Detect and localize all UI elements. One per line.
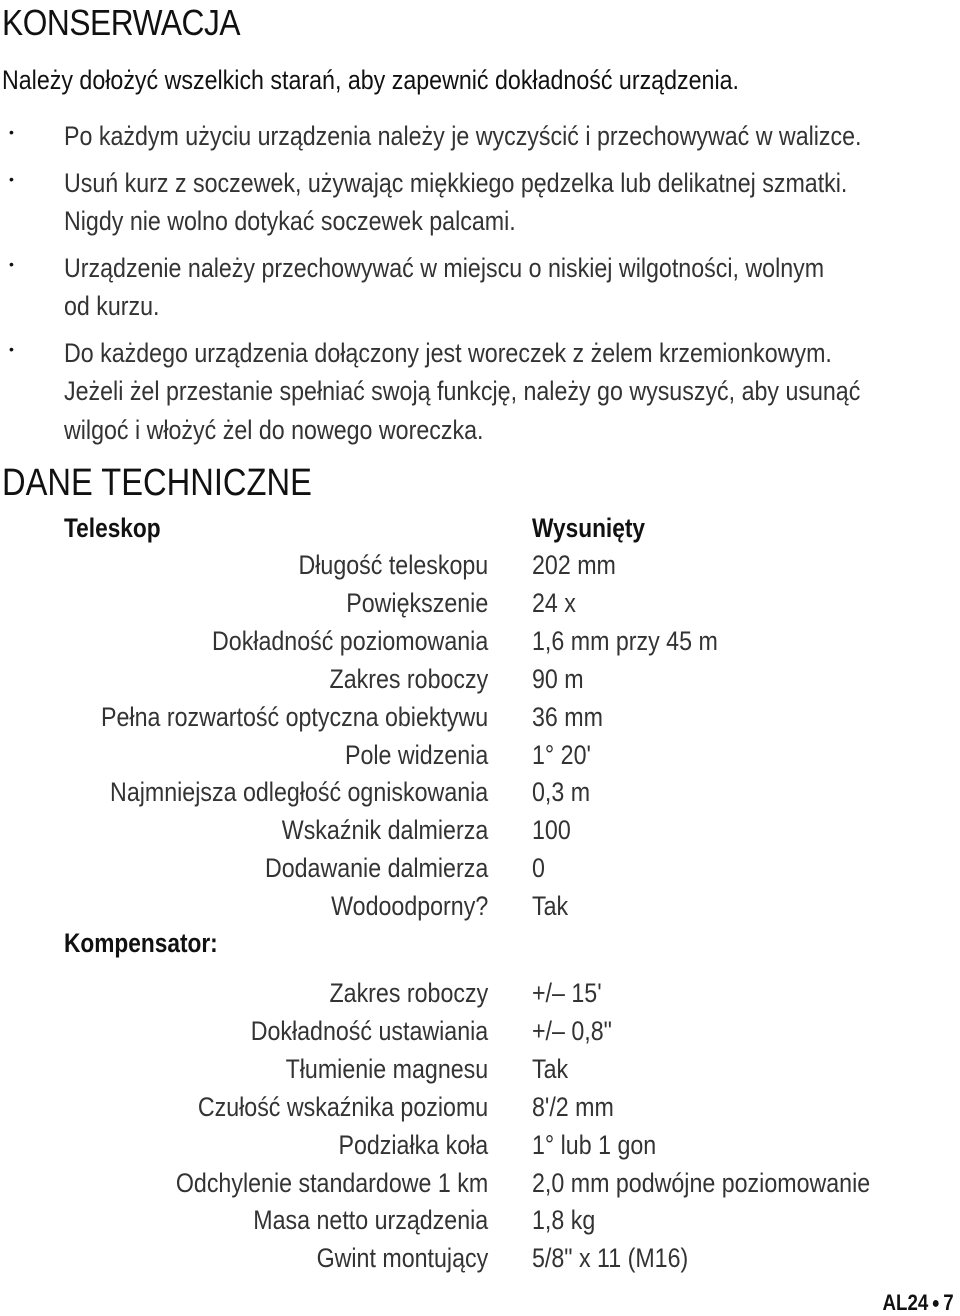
- spec-value: 0,3 m: [532, 777, 591, 808]
- spec-label: Pełna rozwartość optyczna obiektywu: [100, 701, 488, 732]
- spec-value: 1° lub 1 gon: [532, 1129, 657, 1160]
- bullet-dot-icon: •: [9, 170, 14, 187]
- spec-value: 1° 20': [532, 739, 591, 770]
- spec-label: Powiększenie: [346, 587, 488, 618]
- spec-label: Dokładność ustawiania: [250, 1015, 488, 1046]
- telescope-heading: Teleskop: [64, 513, 161, 543]
- conservation-intro: Należy dołożyć wszelkich starań, aby zapewnić dokładność urządzenia.: [2, 65, 739, 95]
- bullet-text-line: Usuń kurz z soczewek, używając miękkiego pędzelka lub delikatnej szmatki.: [64, 167, 848, 198]
- spec-label: Dodawanie dalmierza: [264, 853, 488, 884]
- bullet-text-line: od kurzu.: [64, 291, 160, 321]
- spec-label: Zakres roboczy: [329, 978, 488, 1008]
- footer-page-number: 7: [943, 1290, 954, 1315]
- extended-column-heading: Wysunięty: [532, 513, 646, 543]
- compensator-spec-labels: [125, 975, 488, 1278]
- spec-label: Podziałka koła: [338, 1129, 488, 1160]
- specs-heading: DANE TECHNICZNE: [2, 462, 312, 504]
- compensator-heading: Kompensator:: [64, 928, 218, 958]
- bullet-dot-icon: •: [9, 255, 14, 272]
- spec-label: Czułość wskaźnika poziomu: [197, 1091, 489, 1122]
- spec-label: Gwint montujący: [316, 1243, 488, 1274]
- spec-value: 90 m: [532, 663, 584, 694]
- conservation-bullet-list: [0, 117, 960, 457]
- spec-value: 1,8 kg: [532, 1205, 596, 1236]
- bullet-text: [64, 117, 862, 156]
- spec-label: Wodoodporny?: [330, 891, 488, 922]
- spec-value: Tak: [532, 891, 569, 922]
- spec-label: Masa netto urządzenia: [253, 1205, 488, 1236]
- bullet-item: [0, 117, 960, 156]
- spec-value: 0: [532, 853, 545, 884]
- conservation-heading: KONSERWACJA: [2, 2, 241, 43]
- bullet-text-line: Do każdego urządzenia dołączony jest woreczek z żelem krzemionkowym.: [64, 337, 832, 368]
- bullet-item: [0, 249, 960, 326]
- telescope-spec-labels: [38, 547, 488, 926]
- bullet-text-line: Po każdym użyciu urządzenia należy je wyczyścić i przechowywać w walizce.: [64, 121, 862, 151]
- spec-value: 36 mm: [532, 701, 603, 732]
- spec-value: 2,0 mm podwójne poziomowanie: [532, 1167, 871, 1198]
- bullet-text: [64, 164, 848, 241]
- bullet-dot-icon: •: [9, 124, 14, 140]
- spec-value: +/– 15': [532, 978, 602, 1008]
- spec-label: Wskaźnik dalmierza: [281, 815, 488, 846]
- spec-value: 24 x: [532, 587, 576, 618]
- spec-label: Długość teleskopu: [298, 550, 488, 580]
- bullet-item: [0, 164, 960, 241]
- spec-label: Zakres roboczy: [329, 663, 488, 694]
- spec-label: Tłumienie magnesu: [285, 1053, 488, 1084]
- spec-value: Tak: [532, 1053, 569, 1084]
- bullet-item: [0, 334, 960, 450]
- bullet-text: [64, 334, 861, 450]
- bullet-text-line: wilgoć i włożyć żel do nowego woreczka.: [64, 414, 484, 445]
- footer-separator-icon: ●: [931, 1295, 941, 1312]
- bullet-text: [64, 249, 835, 326]
- spec-value: 8'/2 mm: [532, 1091, 614, 1122]
- telescope-spec-values: [532, 547, 748, 926]
- spec-value: 202 mm: [532, 550, 616, 580]
- bullet-text-line: Jeżeli żel przestanie spełniać swoją funkcję, należy go wysuszyć, aby usunąć: [64, 376, 861, 406]
- page-footer: [883, 1291, 954, 1316]
- spec-label: Odchylenie standardowe 1 km: [175, 1167, 488, 1198]
- bullet-text-line: Nigdy nie wolno dotykać soczewek palcami.: [64, 206, 516, 236]
- bullet-text-line: Urządzenie należy przechowywać w miejscu o niskiej wilgotności, wolnym: [64, 252, 825, 283]
- spec-value: +/– 0,8": [532, 1015, 612, 1046]
- spec-value: 5/8" x 11 (M16): [532, 1243, 689, 1274]
- spec-label: Dokładność poziomowania: [211, 625, 488, 656]
- spec-value: 100: [532, 815, 571, 846]
- bullet-dot-icon: •: [9, 340, 14, 357]
- compensator-spec-values: [532, 975, 925, 1278]
- spec-label: Najmniejsza odległość ogniskowania: [109, 777, 488, 808]
- footer-model: AL24: [882, 1290, 929, 1315]
- spec-value: 1,6 mm przy 45 m: [532, 625, 718, 656]
- spec-label: Pole widzenia: [344, 739, 488, 770]
